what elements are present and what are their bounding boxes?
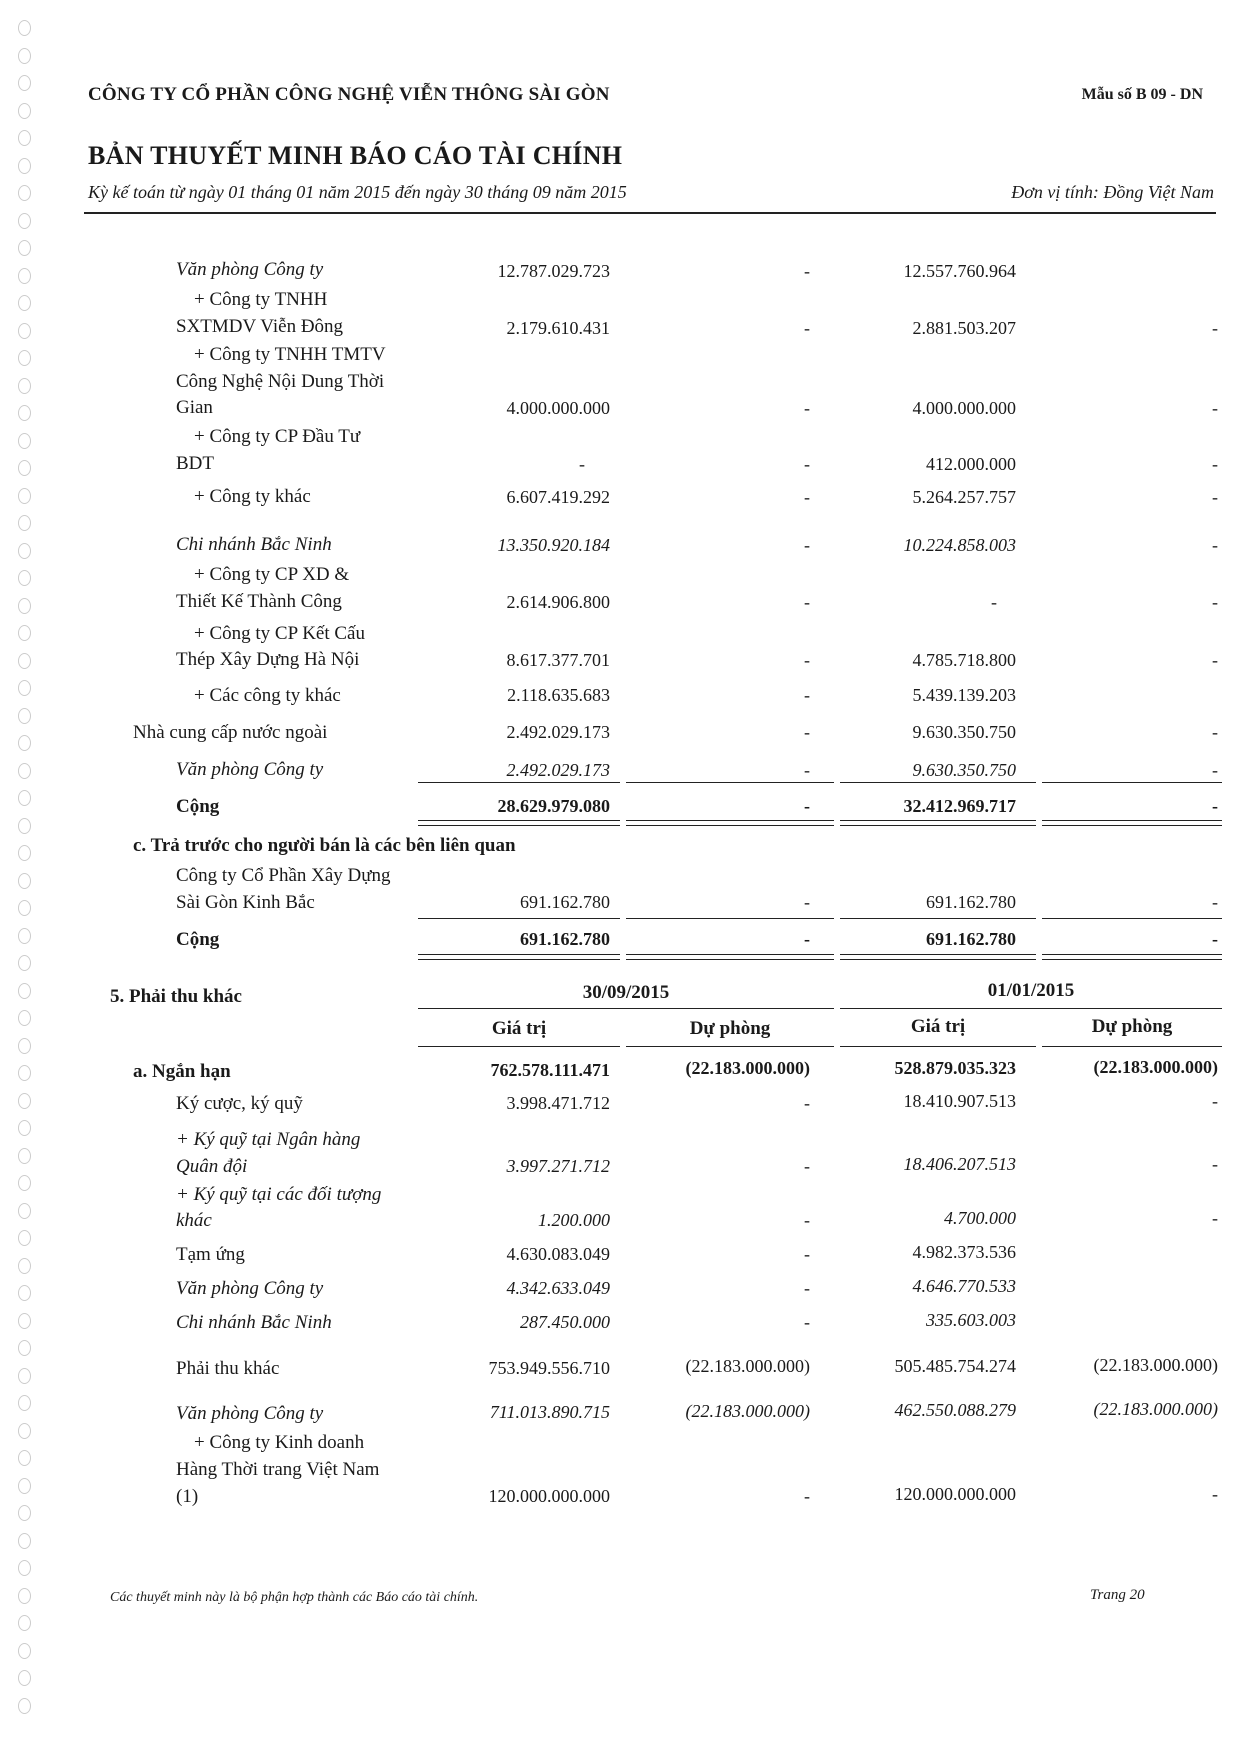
binder-hole [18,213,31,229]
row-label-cont: Công Nghệ Nội Dung Thời [176,371,385,392]
period-header-2014: 01/01/2015 [987,980,1075,1001]
binder-hole [18,955,31,971]
binder-hole [18,460,31,476]
binder-hole [18,1313,31,1329]
binder-hole [18,48,31,64]
row-label-cont: Gian [176,397,213,418]
row-label: Văn phòng Công ty [176,759,324,780]
provision-2014: - [1212,487,1218,507]
double-rule [418,959,620,960]
value-2015: 2.614.906.800 [506,592,610,612]
binder-hole [18,1533,31,1549]
provision-2015: - [804,1093,810,1113]
row-label: + Công ty CP XD & [194,564,350,585]
row-label-cont: SXTMDV Viễn Đông [176,316,344,337]
subtotal-rule [1042,782,1222,783]
provision-2015: - [804,318,810,338]
total-provision-2014: - [1212,929,1218,949]
provision-2014: - [1212,650,1218,670]
binder-hole [18,378,31,394]
row-label-cont: khác [176,1210,212,1231]
provision-2015: - [804,650,810,670]
value-2014: 335.603.003 [926,1310,1016,1330]
value-2014: 4.982.373.536 [912,1242,1016,1262]
double-rule [840,954,1036,955]
binder-hole [18,570,31,586]
row-label-cont: BDT [176,453,214,474]
binder-hole [18,1423,31,1439]
value-2015: - [579,454,585,474]
row-label: Phải thu khác [176,1358,280,1379]
binder-hole [18,103,31,119]
binder-hole [18,158,31,174]
row-label: Nhà cung cấp nước ngoài [133,722,328,743]
binder-hole [18,845,31,861]
value-2015: 762.578.111.471 [490,1060,610,1080]
binder-hole [18,1175,31,1191]
provision-2014: - [1212,318,1218,338]
provision-2015: - [804,261,810,281]
section-title: 5. Phải thu khác [110,986,242,1007]
col-header-provision: Dự phòng [689,1018,771,1039]
header-rule [626,1046,834,1047]
value-2014: 120.000.000.000 [894,1484,1016,1504]
provision-2014: - [1212,1154,1218,1174]
double-rule [626,825,834,826]
provision-2014: - [1212,454,1218,474]
subtotal-rule [1042,918,1222,919]
provision-2015: (22.183.000.000) [685,1356,810,1376]
total-provision-2015: - [804,929,810,949]
binder-hole [18,1038,31,1054]
value-2014: 4.646.770.533 [912,1276,1016,1296]
provision-2015: - [804,722,810,742]
row-label: Công ty Cổ Phần Xây Dựng [176,865,391,886]
provision-2014: (22.183.000.000) [1093,1399,1218,1419]
page-number: Trang 20 [1090,1587,1145,1603]
binder-hole [18,1258,31,1274]
subtotal-rule [840,918,1036,919]
provision-2015: - [804,454,810,474]
row-label: Văn phòng Công ty [176,1403,324,1424]
provision-2015: - [804,535,810,555]
header-rule [840,1008,1222,1009]
binder-hole [18,983,31,999]
row-label: + Công ty CP Kết Cấu [194,623,365,644]
provision-2014: - [1212,1091,1218,1111]
value-2015: 6.607.419.292 [506,487,610,507]
binder-hole [18,75,31,91]
provision-2015: - [804,1486,810,1506]
value-2014: 9.630.350.750 [912,760,1016,780]
value-2015: 3.998.471.712 [506,1093,610,1113]
binder-hole [18,1670,31,1686]
row-label-cont: (1) [176,1486,199,1507]
row-label-cont: Thiết Kế Thành Công [176,591,342,612]
binder-hole [18,295,31,311]
binder-hole [18,625,31,641]
binder-hole [18,598,31,614]
double-rule [1042,825,1222,826]
value-2015: 711.013.890.715 [489,1402,610,1422]
total-value-2014: 32.412.969.717 [903,796,1016,816]
value-2014: - [991,592,997,612]
header-rule [418,1046,620,1047]
binder-hole [18,735,31,751]
provision-2015: - [804,398,810,418]
total-label: Cộng [176,929,220,950]
binder-hole [18,1203,31,1219]
row-label: + Công ty khác [194,486,311,507]
total-value-2014: 691.162.780 [926,929,1016,949]
value-2014: 5.264.257.757 [912,487,1016,507]
binder-hole [18,1450,31,1466]
binder-hole [18,680,31,696]
form-code: Mẫu số B 09 - DN [1081,86,1203,103]
value-2015: 2.118.635.683 [507,685,610,705]
double-rule [418,954,620,955]
binder-hole [18,1230,31,1246]
row-label-cont: Sài Gòn Kinh Bắc [176,892,315,913]
col-header-value: Giá trị [910,1016,966,1037]
binder-hole [18,1148,31,1164]
subtotal-rule [418,918,620,919]
row-label: Văn phòng Công ty [176,1278,324,1299]
value-2015: 2.492.029.173 [506,760,610,780]
double-rule [626,954,834,955]
provision-2014: - [1212,892,1218,912]
value-2014: 2.881.503.207 [912,318,1016,338]
total-provision-2014: - [1212,796,1218,816]
binder-hole [18,873,31,889]
binder-hole [18,653,31,669]
binder-holes [14,20,34,1740]
binder-hole [18,1340,31,1356]
binder-hole [18,240,31,256]
value-2014: 462.550.088.279 [894,1400,1016,1420]
provision-2015: (22.183.000.000) [685,1058,810,1078]
binder-hole [18,1368,31,1384]
row-label: + Công ty TNHH [194,289,328,310]
row-label-cont: Quân đội [176,1156,248,1177]
header-divider [84,212,1216,214]
subtotal-rule [626,782,834,783]
value-2014: 10.224.858.003 [903,535,1016,555]
header-rule [1042,1046,1222,1047]
provision-2015: - [804,1312,810,1332]
header-rule [840,1046,1036,1047]
provision-2014: - [1212,1484,1218,1504]
value-2014: 4.000.000.000 [912,398,1016,418]
row-label: + Ký quỹ tại các đối tượng [176,1184,382,1205]
binder-hole [18,130,31,146]
provision-2014: - [1212,760,1218,780]
row-label: Chi nhánh Bắc Ninh [176,534,332,555]
binder-hole [18,928,31,944]
value-2014: 4.785.718.800 [912,650,1016,670]
total-provision-2015: - [804,796,810,816]
value-2015: 4.342.633.049 [506,1278,610,1298]
value-2015: 13.350.920.184 [497,535,610,555]
value-2015: 120.000.000.000 [488,1486,610,1506]
provision-2014: (22.183.000.000) [1093,1355,1218,1375]
value-2015: 12.787.029.723 [497,261,610,281]
value-2014: 18.410.907.513 [903,1091,1016,1111]
value-2015: 1.200.000 [538,1210,610,1230]
binder-hole [18,1285,31,1301]
value-2014: 505.485.754.274 [894,1356,1016,1376]
binder-hole [18,1093,31,1109]
provision-2014: (22.183.000.000) [1093,1057,1218,1077]
provision-2014: - [1212,535,1218,555]
binder-hole [18,1120,31,1136]
double-rule [840,959,1036,960]
binder-hole [18,763,31,779]
binder-hole [18,1588,31,1604]
section-title: c. Trả trước cho người bán là các bên liên quan [133,835,516,856]
value-2015: 3.997.271.712 [506,1156,610,1176]
provision-2014: - [1212,1208,1218,1228]
binder-hole [18,708,31,724]
binder-hole [18,488,31,504]
subtotal-rule [418,782,620,783]
provision-2015: (22.183.000.000) [685,1401,810,1421]
double-rule [1042,959,1222,960]
period-header-2015: 30/09/2015 [582,982,670,1003]
accounting-period: Kỳ kế toán từ ngày 01 tháng 01 năm 2015 đến ngày 30 tháng 09 năm 2015 [88,182,627,202]
value-2014: 5.439.139.203 [912,685,1016,705]
value-2015: 2.492.029.173 [506,722,610,742]
row-label-cont: Thép Xây Dựng Hà Nội [176,649,360,670]
row-label: + Công ty Kinh doanh [194,1432,365,1453]
value-2015: 2.179.610.431 [506,318,610,338]
row-label: + Công ty TNHH TMTV [194,344,386,365]
binder-hole [18,20,31,36]
header-rule [418,1008,834,1009]
binder-hole [18,790,31,806]
binder-hole [18,1065,31,1081]
provision-2014: - [1212,592,1218,612]
binder-hole [18,433,31,449]
provision-2014: - [1212,722,1218,742]
value-2014: 9.630.350.750 [912,722,1016,742]
binder-hole [18,818,31,834]
double-rule [1042,820,1222,821]
value-2015: 8.617.377.701 [506,650,610,670]
value-2014: 528.879.035.323 [894,1058,1016,1078]
value-2015: 691.162.780 [520,892,610,912]
binder-hole [18,1010,31,1026]
provision-2015: - [804,685,810,705]
row-label: Văn phòng Công ty [176,259,324,280]
provision-2015: - [804,1244,810,1264]
binder-hole [18,350,31,366]
subtotal-rule [840,782,1036,783]
double-rule [418,820,620,821]
document-title: BẢN THUYẾT MINH BÁO CÁO TÀI CHÍNH [88,141,623,170]
binder-hole [18,1560,31,1576]
currency-unit: Đơn vị tính: Đồng Việt Nam [1011,182,1214,202]
value-2014: 18.406.207.513 [903,1154,1016,1174]
col-header-provision: Dự phòng [1091,1016,1173,1037]
company-name: CÔNG TY CỔ PHẦN CÔNG NGHỆ VIỄN THÔNG SÀI GÒN [88,84,610,105]
row-label-cont: Hàng Thời trang Việt Nam [176,1459,380,1480]
value-2015: 4.000.000.000 [506,398,610,418]
binder-hole [18,1698,31,1714]
provision-2014: - [1212,398,1218,418]
binder-hole [18,185,31,201]
row-label: + Ký quỹ tại Ngân hàng [176,1129,361,1150]
binder-hole [18,323,31,339]
value-2014: 4.700.000 [944,1208,1016,1228]
provision-2015: - [804,1278,810,1298]
binder-hole [18,1505,31,1521]
value-2015: 287.450.000 [520,1312,610,1332]
binder-hole [18,1395,31,1411]
row-label: Chi nhánh Bắc Ninh [176,1312,332,1333]
provision-2015: - [804,892,810,912]
provision-2015: - [804,592,810,612]
provision-2015: - [804,1210,810,1230]
value-2014: 12.557.760.964 [903,261,1016,281]
footer-note: Các thuyết minh này là bộ phận hợp thành các Báo cáo tài chính. [110,1590,479,1605]
value-2015: 753.949.556.710 [488,1358,610,1378]
provision-2015: - [804,1156,810,1176]
double-rule [1042,954,1222,955]
double-rule [840,820,1036,821]
double-rule [840,825,1036,826]
total-value-2015: 691.162.780 [520,929,610,949]
value-2014: 691.162.780 [926,892,1016,912]
row-label: + Công ty CP Đầu Tư [194,426,361,447]
row-label: a. Ngắn hạn [133,1061,231,1082]
binder-hole [18,1643,31,1659]
double-rule [418,825,620,826]
row-label: Ký cược, ký quỹ [176,1093,303,1114]
binder-hole [18,405,31,421]
provision-2015: - [804,760,810,780]
total-label: Cộng [176,796,220,817]
row-label: Tạm ứng [176,1244,245,1265]
binder-hole [18,268,31,284]
total-value-2015: 28.629.979.080 [497,796,610,816]
subtotal-rule [626,918,834,919]
value-2015: 4.630.083.049 [506,1244,610,1264]
double-rule [626,820,834,821]
binder-hole [18,1478,31,1494]
row-label: + Các công ty khác [194,685,341,706]
binder-hole [18,543,31,559]
col-header-value: Giá trị [491,1018,547,1039]
binder-hole [18,1615,31,1631]
double-rule [626,959,834,960]
provision-2015: - [804,487,810,507]
value-2014: 412.000.000 [926,454,1016,474]
binder-hole [18,900,31,916]
binder-hole [18,515,31,531]
